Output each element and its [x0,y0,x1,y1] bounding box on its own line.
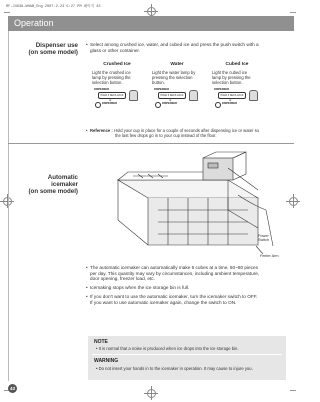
icemaker-bullet [90,294,290,305]
dispenser-title-line: (on some model) [28,49,78,56]
label-line: Switch [258,238,270,243]
registration-mark-left [2,196,12,206]
note-divider [92,354,282,355]
icemaker-bullet [90,265,290,282]
reference-line: Hold your cup in place for a couple of seconds after dispensing ice or water so [113,128,259,133]
crop-mark [290,12,296,13]
dispenser-panel [92,88,138,108]
bullet-line: door opening, freezer load, etc. [90,276,155,282]
icemaker-title-line: (on some model) [28,188,78,195]
dispenser-panel [152,88,198,108]
icemaker-title-line: Automatic [47,174,78,181]
feeler-arm-label: Feeler Arm [260,254,279,258]
intro-line: Select among crushed ice, water, and cubed ice and press the push switch with a [90,42,259,47]
lock-button[interactable]: HOLD 3 SECS LOCK [98,92,126,99]
bullet-line: per day. This quantity may vary by circumstances, including ambient temperature, [90,270,260,276]
lock-button[interactable]: HOLD 3 SECS LOCK [158,92,186,99]
desc-line: Light the crushed ice [92,70,131,75]
registration-mark-top [146,6,156,16]
water-icon [155,102,161,108]
label-line: Power [258,234,269,238]
reference-label: Reference : [90,128,113,133]
icemaker-diagram [108,150,288,262]
dispenser-title-line: Dispenser use [35,42,78,49]
desc-line: button. [152,80,165,85]
icemaker-section-title [8,174,78,195]
cubed-ice-icon [215,102,221,108]
column-heading: Water [170,62,184,67]
panel-bottom-label: DISPENSER [162,102,177,105]
panel-or: or [229,98,232,102]
registration-mark-bottom [146,388,156,398]
section-divider [8,143,294,144]
panel-or: or [109,98,112,102]
reference-line: the last few drops go in to your cup instead of the floor. [115,133,217,138]
desc-line: Light the cubed ice [212,70,248,75]
hand-icon [189,90,198,101]
crushed-ice-icon [95,102,101,108]
registration-mark-right [288,196,298,206]
desc-line: pressing the selection [152,75,193,80]
dispenser-panel [212,88,258,108]
icemaker-illustration [108,150,288,262]
warning-heading: WARNING [94,358,119,364]
crop-mark [4,12,10,13]
warning-text: • Do not insert your hands in to the icemaker in operation. It may cause to injure you. [96,366,253,371]
lock-button[interactable]: HOLD 3 SECS LOCK [218,92,246,99]
desc-line: selection button. [92,80,123,85]
note-text-content: It is normal that a noise is produced when ice drops into the ice storage bin. [98,346,239,351]
hand-icon [129,90,138,101]
hand-icon [249,90,258,101]
page-number: 43 [9,386,15,391]
power-switch-label [258,234,269,243]
bullet-line: If you don't want to use the automatic icemaker, turn the icemaker switch to OFF. [90,294,258,299]
column-description [212,70,262,85]
bullet-dot: • [86,128,88,133]
panel-top-label: DISPENSER [94,88,109,91]
desc-line: selection button. [212,80,243,85]
desc-line: Light the water lamp by [152,70,196,75]
warning-text-content: Do not insert your hands in to the icemaker in operation. It may cause to injure you. [98,366,253,371]
column-heading: Crushed Ice [103,62,131,67]
intro-bullet [90,42,290,53]
panel-bottom-label: DISPENSER [102,102,117,105]
bullet-line: If you want to use automatic icemaker again, change the switch to ON. [90,299,237,305]
column-description [92,70,142,85]
intro-line: glass or other container. [90,47,141,53]
column-heading: Cubed Ice [225,62,249,67]
column-water [152,62,202,108]
panel-or: or [169,98,172,102]
left-rule [8,31,9,381]
column-description [152,70,202,85]
bullet-line: The automatic icemaker can automatically make 6 cubes at a time, 60~80 pieces [90,265,258,270]
page-title: Operation [14,18,54,28]
note-text: • It is normal that a noise is produced when ice drops into the ice storage bin. [96,346,239,351]
crop-mark [290,390,296,391]
icemaker-title-line: icemaker [51,181,78,188]
desc-line: lamp by pressing the [92,75,131,80]
file-header: RF-J4636-WHAB_Eng 2007.2.23 5:27 PM 페이지 43 [6,5,101,9]
desc-line: lamp by pressing the [212,75,251,80]
panel-bottom-label: DISPENSER [222,102,237,105]
icemaker-bullet [90,285,290,291]
column-crushed-ice [92,62,142,108]
panel-top-label: DISPENSER [154,88,169,91]
bullet-line: Icemaking stops when the ice storage bin is full. [90,285,190,290]
note-heading: NOTE [94,339,108,345]
column-cubed-ice [212,62,262,108]
dispenser-section-title [8,42,78,56]
panel-top-label: DISPENSER [214,88,229,91]
reference-note [86,128,290,138]
